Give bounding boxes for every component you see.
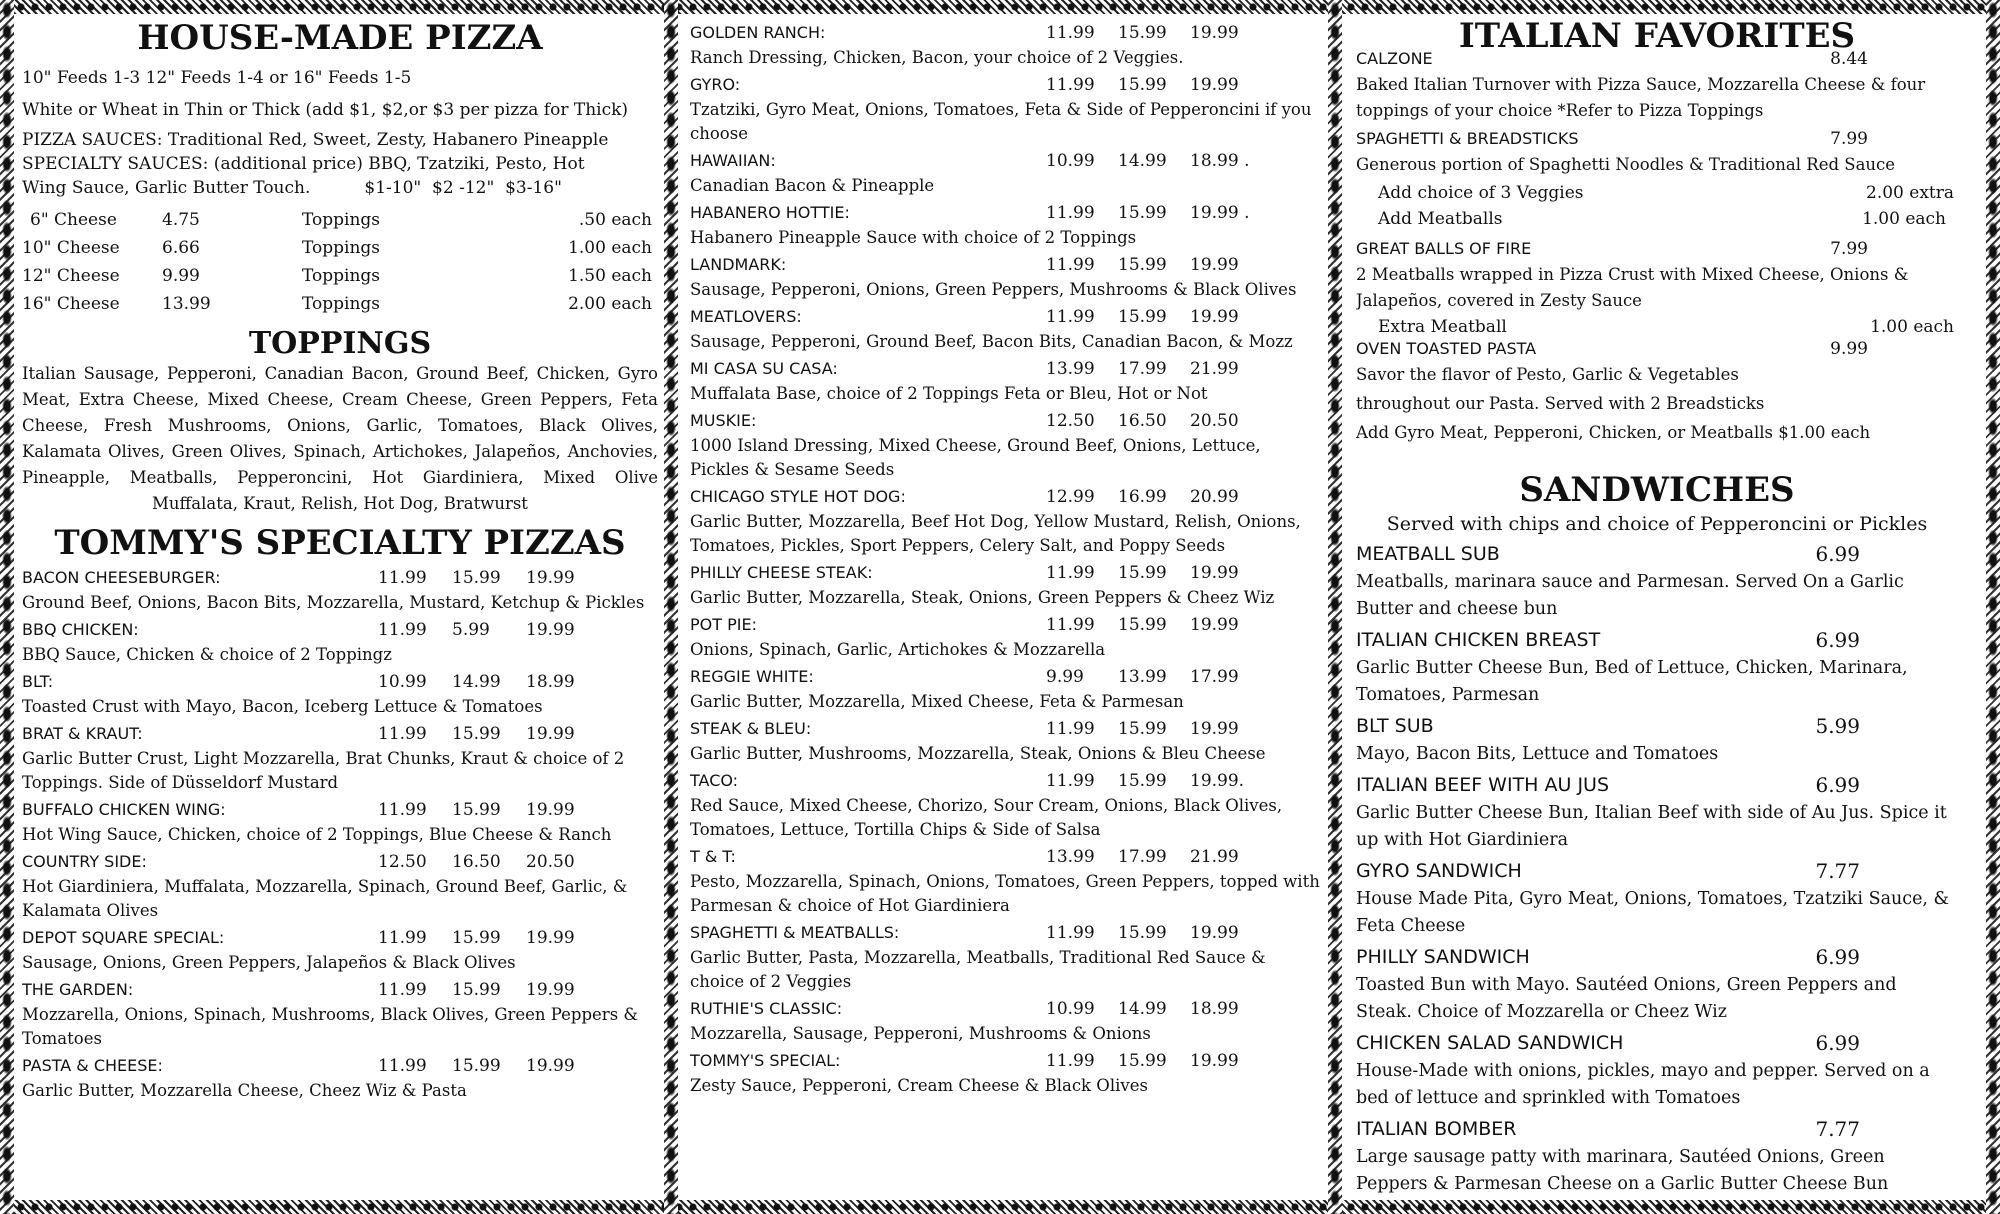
price-12-inch: 15.99	[1118, 23, 1167, 43]
item-name: CALZONE	[1356, 49, 1433, 68]
specialty-pizza-item	[690, 560, 1324, 610]
sandwich-price: 5.99	[1815, 714, 1860, 738]
item-description: throughout our Pasta. Served with 2 Breadsticks	[1356, 394, 1765, 413]
pizza-description: Garlic Butter Crust, Light Mozzarella, Brat Chunks, Kraut & choice of 2 Toppings. Side of Düsseldorf Mustard	[22, 749, 625, 792]
toppings-price: 1.50 each	[568, 266, 652, 286]
sandwich-price: 6.99	[1815, 945, 1860, 969]
pizza-description: Garlic Butter, Mozzarella, Mixed Cheese, Feta & Parmesan	[690, 692, 1184, 711]
price-10-inch: 10.99	[1046, 151, 1095, 171]
pizza-name: CHICAGO STYLE HOT DOG:	[690, 487, 906, 506]
pizza-name: SPAGHETTI & MEATBALLS:	[690, 923, 900, 942]
sandwich-name: BLT SUB	[1356, 715, 1434, 737]
pizza-item-header	[690, 200, 1324, 226]
specialty-pizza-item	[690, 148, 1324, 198]
toppings-label: Toppings	[302, 210, 381, 230]
sandwich-header	[1356, 1029, 1958, 1058]
price-10-inch: 11.99	[378, 1056, 427, 1076]
price-16-inch: 19.99	[1190, 923, 1239, 943]
sandwich-description: Meatballs, marinara sauce and Parmesan. Served On a Garlic Butter and cheese bun	[1356, 572, 1904, 619]
price-10-inch: 11.99	[1046, 23, 1095, 43]
price-10-inch: 11.99	[1046, 75, 1095, 95]
price-10-inch: 11.99	[1046, 719, 1095, 739]
price-10-inch: 11.99	[1046, 563, 1095, 583]
sandwich-description: House Made Pita, Gyro Meat, Onions, Tomatoes, Tzatziki Sauce, & Feta Cheese	[1356, 889, 1950, 936]
price-12-inch: 15.99	[1118, 255, 1167, 275]
toppings-list: Italian Sausage, Pepperoni, Canadian Bacon, Ground Beef, Chicken, Gyro Meat, Extra Cheese, Mixed Cheese, Cream Cheese, Green Peppers, Feta Cheese, Fresh Mushrooms, Onions, Garlic, Tomatoes, Black Olives, Kalamata Olives, Green Olives, Spinach, Artichokes, Jalapeños, Anchovies, Pineapple, Meatballs, Pepperoncini, Hot Giardiniera, Mixed Olive Muffalata, Kraut, Relish, Hot Dog, Bratwurst	[22, 364, 658, 513]
price-10-inch: 11.99	[1046, 1051, 1095, 1071]
price-16-inch: 19.99	[1190, 563, 1239, 583]
pizza-item-header	[690, 844, 1324, 870]
price-16-inch: 17.99	[1190, 667, 1239, 687]
price-10-inch: 11.99	[378, 620, 427, 640]
size-name: 12" Cheese	[22, 266, 120, 286]
pizza-name: MUSKIE:	[690, 411, 757, 430]
add-on-row	[1356, 180, 1958, 206]
pizza-name: RUTHIE'S CLASSIC:	[690, 999, 843, 1018]
specialty-pizza-item	[690, 716, 1324, 766]
pizza-description: Canadian Bacon & Pineapple	[690, 176, 935, 195]
toppings-label: Toppings	[302, 266, 381, 286]
price-10-inch: 11.99	[1046, 615, 1095, 635]
sandwich-description: Mayo, Bacon Bits, Lettuce and Tomatoes	[1356, 744, 1719, 764]
price-12-inch: 15.99	[452, 724, 501, 744]
price-16-inch: 18.99 .	[1190, 151, 1250, 171]
price-10-inch: 11.99	[378, 928, 427, 948]
price-10-inch: 12.50	[1046, 411, 1095, 431]
price-10-inch: 11.99	[378, 724, 427, 744]
price-16-inch: 19.99	[1190, 615, 1239, 635]
specialty-pizza-item	[22, 669, 658, 719]
pizza-description: Hot Wing Sauce, Chicken, choice of 2 Toppings, Blue Cheese & Ranch	[22, 825, 612, 844]
price-12-inch: 15.99	[1118, 771, 1167, 791]
pizza-name: GOLDEN RANCH:	[690, 23, 826, 42]
pizza-description: Tzatziki, Gyro Meat, Onions, Tomatoes, Feta & Side of Pepperoncini if you choose	[690, 100, 1312, 143]
size-price: 9.99	[162, 266, 200, 286]
sandwich-name: PHILLY SANDWICH	[1356, 946, 1530, 968]
cheese-pizza-price-table	[22, 206, 658, 318]
price-12-inch: 15.99	[1118, 563, 1167, 583]
sandwich-header	[1356, 1115, 1958, 1144]
pizza-item-header	[22, 1053, 658, 1079]
pizza-item-header	[690, 304, 1324, 330]
specialty-pizza-item	[690, 20, 1324, 70]
sandwich-item	[1356, 857, 1958, 940]
price-10-inch: 11.99	[1046, 771, 1095, 791]
sandwich-description: Garlic Butter Cheese Bun, Italian Beef with side of Au Jus. Spice it up with Hot Giardiniera	[1356, 803, 1947, 850]
price-12-inch: 15.99	[452, 800, 501, 820]
pizza-name: THE GARDEN:	[22, 980, 134, 999]
item-name: GREAT BALLS OF FIRE	[1356, 239, 1532, 258]
column-divider	[664, 0, 678, 1214]
price-12-inch: 13.99	[1118, 667, 1167, 687]
price-16-inch: 19.99	[526, 724, 575, 744]
pizza-item-header	[690, 1048, 1324, 1074]
price-10-inch: 11.99	[1046, 255, 1095, 275]
pizza-name: HABANERO HOTTIE:	[690, 203, 850, 222]
menu-column-left	[22, 14, 658, 1200]
price-16-inch: 21.99	[1190, 359, 1239, 379]
sandwich-list	[1356, 540, 1958, 1198]
price-16-inch: 19.99.	[1190, 771, 1245, 791]
specialty-pizza-item	[690, 612, 1324, 662]
specialty-pizza-item	[690, 996, 1324, 1046]
sandwich-price: 6.99	[1815, 773, 1860, 797]
decorative-border-right	[1986, 0, 2000, 1214]
pizza-description: Mozzarella, Onions, Spinach, Mushrooms, Black Olives, Green Peppers & Tomatoes	[22, 1005, 639, 1048]
specialty-pizza-item	[22, 1053, 658, 1103]
pizza-name: BUFFALO CHICKEN WING:	[22, 800, 226, 819]
add-on-name: Add choice of 3 Veggies	[1378, 183, 1584, 203]
pizza-description: BBQ Sauce, Chicken & choice of 2 Toppingz	[22, 645, 392, 664]
price-16-inch: 21.99	[1190, 847, 1239, 867]
price-10-inch: 11.99	[378, 568, 427, 588]
price-16-inch: 19.99	[1190, 307, 1239, 327]
specialty-pizza-item	[22, 925, 658, 975]
pizza-item-header	[690, 252, 1324, 278]
pizza-name: PHILLY CHEESE STEAK:	[690, 563, 873, 582]
price-16-inch: 19.99	[1190, 255, 1239, 275]
sandwich-price: 7.77	[1815, 859, 1860, 883]
price-16-inch: 19.99	[526, 800, 575, 820]
item-price: 8.44	[1830, 49, 1868, 69]
toppings-heading: TOPPINGS	[248, 326, 432, 361]
pizza-name: DEPOT SQUARE SPECIAL:	[22, 928, 225, 947]
specialty-pizza-item	[690, 1048, 1324, 1098]
pizza-name: TOMMY'S SPECIAL:	[690, 1051, 841, 1070]
item-description: Generous portion of Spaghetti Noodles & Traditional Red Sauce	[1356, 155, 1896, 174]
pizza-info-line: PIZZA SAUCES: Traditional Red, Sweet, Zesty, Habanero Pineapple	[22, 130, 609, 150]
pizza-description: Garlic Butter, Mozzarella Cheese, Cheez Wiz & Pasta	[22, 1081, 467, 1100]
price-16-inch: 19.99	[526, 568, 575, 588]
pizza-info-line: White or Wheat in Thin or Thick (add $1, $2,or $3 per pizza for Thick)	[22, 100, 629, 120]
size-price: 6.66	[162, 238, 200, 258]
pizza-item-header	[22, 669, 658, 695]
decorative-border-top	[0, 0, 2000, 14]
pizza-description: Red Sauce, Mixed Cheese, Chorizo, Sour Cream, Onions, Black Olives, Tomatoes, Lettuce, Tortilla Chips & Side of Salsa	[690, 796, 1283, 839]
sandwich-header	[1356, 771, 1958, 800]
pizza-description: Muffalata Base, choice of 2 Toppings Feta or Bleu, Hot or Not	[690, 384, 1208, 403]
price-12-inch: 16.50	[1118, 411, 1167, 431]
decorative-border-left	[0, 0, 14, 1214]
pizza-item-header	[690, 612, 1324, 638]
pizza-item-header	[22, 977, 658, 1003]
price-12-inch: 15.99	[452, 928, 501, 948]
price-16-inch: 19.99	[526, 620, 575, 640]
pizza-name: MEATLOVERS:	[690, 307, 802, 326]
price-16-inch: 19.99	[526, 928, 575, 948]
item-price: 9.99	[1830, 339, 1868, 359]
specialty-pizza-item	[22, 977, 658, 1051]
size-name: 10" Cheese	[22, 238, 120, 258]
pizza-name: TACO:	[690, 771, 739, 790]
sandwich-description: House-Made with onions, pickles, mayo and pepper. Served on a bed of lettuce and sprinkled with Tomatoes	[1356, 1061, 1930, 1108]
pizza-info-line: SPECIALTY SAUCES: (additional price) BBQ, Tzatziki, Pesto, Hot	[22, 154, 585, 174]
pizza-name: T & T:	[690, 847, 736, 866]
toppings-price: 2.00 each	[568, 294, 652, 314]
pizza-item-header	[22, 849, 658, 875]
price-12-inch: 15.99	[452, 1056, 501, 1076]
item-price: 7.99	[1830, 239, 1868, 259]
add-on-name: Extra Meatball	[1378, 317, 1507, 337]
item-name: OVEN TOASTED PASTA	[1356, 339, 1537, 358]
sandwich-name: ITALIAN BOMBER	[1356, 1118, 1517, 1140]
sandwich-price: 6.99	[1815, 1031, 1860, 1055]
add-on-price: 1.00 each	[1870, 317, 1954, 337]
sandwich-item	[1356, 626, 1958, 709]
price-10-inch: 9.99	[1046, 667, 1084, 687]
pizza-item-header	[22, 721, 658, 747]
sandwiches-subtitle: Served with chips and choice of Pepperoncini or Pickles	[1386, 513, 1928, 535]
price-12-inch: 14.99	[1118, 151, 1167, 171]
price-12-inch: 17.99	[1118, 359, 1167, 379]
price-12-inch: 14.99	[1118, 999, 1167, 1019]
italian-favorites-heading: ITALIAN FAVORITES	[1458, 16, 1856, 56]
pizza-description: Garlic Butter, Mozzarella, Steak, Onions, Green Peppers & Cheez Wiz	[690, 588, 1275, 607]
price-16-inch: 19.99	[1190, 719, 1239, 739]
price-16-inch: 19.99	[1190, 23, 1239, 43]
decorative-border-bottom	[0, 1200, 2000, 1214]
pizza-name: GYRO:	[690, 75, 741, 94]
pizza-name: BACON CHEESEBURGER:	[22, 568, 221, 587]
pizza-name: POT PIE:	[690, 615, 757, 634]
specialty-pizza-item	[22, 617, 658, 667]
price-16-inch: 18.99	[1190, 999, 1239, 1019]
price-10-inch: 11.99	[378, 980, 427, 1000]
sandwiches-heading: SANDWICHES	[1519, 470, 1795, 510]
price-12-inch: 15.99	[1118, 75, 1167, 95]
pizza-name: MI CASA SU CASA:	[690, 359, 838, 378]
pizza-name: BLT:	[22, 672, 54, 691]
price-16-inch: 20.99	[1190, 487, 1239, 507]
price-12-inch: 15.99	[1118, 923, 1167, 943]
sandwich-item	[1356, 1029, 1958, 1112]
pizza-description: Ranch Dressing, Chicken, Bacon, your choice of 2 Veggies.	[690, 48, 1184, 67]
pizza-item-header	[690, 716, 1324, 742]
pizza-description: Garlic Butter, Mozzarella, Beef Hot Dog, Yellow Mustard, Relish, Onions, Tomatoes, Pickles, Sport Peppers, Celery Salt, and Poppy Seeds	[690, 512, 1301, 555]
sandwich-price: 7.77	[1815, 1117, 1860, 1141]
price-12-inch: 16.99	[1118, 487, 1167, 507]
price-12-inch: 16.50	[452, 852, 501, 872]
item-price: 7.99	[1830, 129, 1868, 149]
pizza-description: Mozzarella, Sausage, Pepperoni, Mushrooms & Onions	[690, 1024, 1151, 1043]
pizza-item-header	[690, 560, 1324, 586]
pizza-item-header	[690, 20, 1324, 46]
pizza-info-line: Wing Sauce, Garlic Butter Touch. $1-10" $2 -12" $3-16"	[22, 178, 562, 198]
pizza-description: Pesto, Mozzarella, Spinach, Onions, Tomatoes, Green Peppers, topped with Parmesan & choice of Hot Giardiniera	[690, 872, 1320, 915]
sandwich-price: 6.99	[1815, 542, 1860, 566]
specialty-pizza-list	[690, 14, 1324, 1098]
pizza-item-header	[690, 920, 1324, 946]
pizza-name: BRAT & KRAUT:	[22, 724, 143, 743]
specialty-pizza-item	[22, 797, 658, 847]
sandwich-description: Toasted Bun with Mayo. Sautéed Onions, Green Peppers and Steak. Choice of Mozzarella or Cheez Wiz	[1356, 975, 1897, 1022]
sandwich-description: Garlic Butter Cheese Bun, Bed of Lettuce, Chicken, Marinara, Tomatoes, Parmesan	[1356, 658, 1908, 705]
price-16-inch: 19.99	[1190, 1051, 1239, 1071]
sandwich-price: 6.99	[1815, 628, 1860, 652]
toppings-price: .50 each	[578, 210, 652, 230]
sandwich-header	[1356, 857, 1958, 886]
price-10-inch: 13.99	[1046, 847, 1095, 867]
item-description: Baked Italian Turnover with Pizza Sauce, Mozzarella Cheese & four toppings of your choice *Refer to Pizza Toppings	[1356, 75, 1926, 120]
price-10-inch: 11.99	[378, 800, 427, 820]
add-on-price: 2.00 extra	[1866, 183, 1954, 203]
pizza-item-header	[690, 148, 1324, 174]
add-on-price: 1.00 each	[1862, 209, 1946, 229]
pizza-item-header	[690, 768, 1324, 794]
price-12-inch: 15.99	[1118, 1051, 1167, 1071]
pizza-description: Hot Giardiniera, Muffalata, Mozzarella, Spinach, Ground Beef, Garlic, & Kalamata Olives	[22, 877, 628, 920]
price-10-inch: 10.99	[378, 672, 427, 692]
sandwich-header	[1356, 712, 1958, 741]
price-16-inch: 20.50	[1190, 411, 1239, 431]
specialty-pizza-item	[690, 304, 1324, 354]
specialty-pizza-item	[22, 849, 658, 923]
specialty-pizza-list	[22, 565, 658, 1103]
pizza-info-line: 10" Feeds 1-3 12" Feeds 1-4 or 16" Feeds 1-5	[22, 68, 412, 88]
size-name: 6" Cheese	[30, 210, 117, 230]
pizza-description: Sausage, Pepperoni, Ground Beef, Bacon Bits, Canadian Bacon, & Mozz	[690, 332, 1293, 351]
specialty-pizza-item	[22, 565, 658, 615]
sandwich-name: CHICKEN SALAD SANDWICH	[1356, 1032, 1624, 1054]
sandwich-item	[1356, 771, 1958, 854]
specialty-pizza-item	[690, 356, 1324, 406]
pizza-name: COUNTRY SIDE:	[22, 852, 147, 871]
sandwich-item	[1356, 540, 1958, 623]
pizza-description: Garlic Butter, Pasta, Mozzarella, Meatballs, Traditional Red Sauce & choice of 2 Veggies	[690, 948, 1266, 991]
price-12-inch: 15.99	[1118, 203, 1167, 223]
price-16-inch: 18.99	[526, 672, 575, 692]
sandwich-description: Large sausage patty with marinara, Sautéed Onions, Green Peppers & Parmesan Cheese on a Garlic Butter Cheese Bun	[1356, 1147, 1889, 1194]
add-on-name: Add Meatballs	[1378, 209, 1503, 229]
pizza-item-header	[690, 664, 1324, 690]
house-made-pizza-heading: HOUSE-MADE PIZZA	[137, 18, 543, 58]
sandwich-name: MEATBALL SUB	[1356, 543, 1500, 565]
pizza-description: Zesty Sauce, Pepperoni, Cream Cheese & Black Olives	[690, 1076, 1148, 1095]
item-description: 2 Meatballs wrapped in Pizza Crust with Mixed Cheese, Onions & Jalapeños, covered in Zesty Sauce	[1356, 265, 1909, 310]
menu-item-header	[1356, 236, 1958, 262]
price-12-inch: 15.99	[452, 568, 501, 588]
specialty-pizza-item	[690, 664, 1324, 714]
sandwich-item	[1356, 943, 1958, 1026]
pizza-description: Sausage, Onions, Green Peppers, Jalapeños & Black Olives	[22, 953, 516, 972]
price-10-inch: 11.99	[1046, 923, 1095, 943]
price-16-inch: 19.99	[526, 1056, 575, 1076]
pizza-description: Onions, Spinach, Garlic, Artichokes & Mozzarella	[690, 640, 1106, 659]
pizza-item-header	[22, 617, 658, 643]
price-12-inch: 15.99	[1118, 307, 1167, 327]
pizza-name: BBQ CHICKEN:	[22, 620, 139, 639]
price-12-inch: 17.99	[1118, 847, 1167, 867]
pizza-name: PASTA & CHEESE:	[22, 1056, 163, 1075]
pizza-name: LANDMARK:	[690, 255, 787, 274]
price-10-inch: 13.99	[1046, 359, 1095, 379]
price-10-inch: 12.99	[1046, 487, 1095, 507]
sandwich-header	[1356, 540, 1958, 569]
sandwich-item	[1356, 712, 1958, 768]
sandwich-name: GYRO SANDWICH	[1356, 860, 1522, 882]
size-price: 13.99	[162, 294, 211, 314]
pizza-item-header	[690, 356, 1324, 382]
pizza-item-header	[22, 797, 658, 823]
pizza-item-header	[690, 72, 1324, 98]
price-16-inch: 19.99 .	[1190, 203, 1250, 223]
add-on-row	[1356, 206, 1958, 232]
pizza-item-header	[690, 484, 1324, 510]
price-12-inch: 5.99	[452, 620, 490, 640]
price-16-inch: 19.99	[526, 980, 575, 1000]
toppings-label: Toppings	[302, 238, 381, 258]
specialty-pizza-item	[690, 72, 1324, 146]
price-16-inch: 20.50	[526, 852, 575, 872]
menu-column-middle	[690, 14, 1324, 1200]
pizza-description: Habanero Pineapple Sauce with choice of 2 Toppings	[690, 228, 1137, 247]
price-12-inch: 15.99	[452, 980, 501, 1000]
sandwich-name: ITALIAN CHICKEN BREAST	[1356, 629, 1601, 651]
pizza-item-header	[690, 996, 1324, 1022]
specialty-pizza-item	[690, 484, 1324, 558]
price-12-inch: 15.99	[1118, 615, 1167, 635]
pizza-description: Garlic Butter, Mushrooms, Mozzarella, Steak, Onions & Bleu Cheese	[690, 744, 1266, 763]
sandwich-header	[1356, 626, 1958, 655]
size-name: 16" Cheese	[22, 294, 120, 314]
price-12-inch: 14.99	[452, 672, 501, 692]
size-price: 4.75	[162, 210, 200, 230]
pizza-name: REGGIE WHITE:	[690, 667, 814, 686]
add-on-row	[1356, 316, 1958, 338]
price-10-inch: 11.99	[1046, 203, 1095, 223]
specialty-pizza-item	[690, 844, 1324, 918]
pizza-name: HAWAIIAN:	[690, 151, 776, 170]
item-description: Savor the flavor of Pesto, Garlic & Vegetables	[1356, 365, 1739, 384]
specialty-pizza-item	[690, 408, 1324, 482]
column-divider	[1328, 0, 1342, 1214]
item-name: SPAGHETTI & BREADSTICKS	[1356, 129, 1579, 148]
price-10-inch: 11.99	[1046, 307, 1095, 327]
sandwich-item	[1356, 1115, 1958, 1198]
pizza-item-header	[22, 925, 658, 951]
sandwich-name: ITALIAN BEEF WITH AU JUS	[1356, 774, 1610, 796]
specialty-pizza-item	[690, 252, 1324, 302]
pizza-name: STEAK & BLEU:	[690, 719, 812, 738]
pizza-description: Sausage, Pepperoni, Onions, Green Peppers, Mushrooms & Black Olives	[690, 280, 1297, 299]
price-12-inch: 15.99	[1118, 719, 1167, 739]
price-10-inch: 12.50	[378, 852, 427, 872]
specialty-pizza-item	[690, 200, 1324, 250]
pizza-item-header	[690, 408, 1324, 434]
pizza-description: 1000 Island Dressing, Mixed Cheese, Ground Beef, Onions, Lettuce, Pickles & Sesame Seeds	[690, 436, 1261, 479]
price-16-inch: 19.99	[1190, 75, 1239, 95]
pizza-item-header	[22, 565, 658, 591]
price-10-inch: 10.99	[1046, 999, 1095, 1019]
specialty-pizzas-heading: TOMMY'S SPECIALTY PIZZAS	[54, 523, 626, 563]
sandwich-header	[1356, 943, 1958, 972]
toppings-price: 1.00 each	[568, 238, 652, 258]
specialty-pizza-item	[690, 768, 1324, 842]
item-description: Add Gyro Meat, Pepperoni, Chicken, or Meatballs $1.00 each	[1356, 423, 1871, 442]
toppings-label: Toppings	[302, 294, 381, 314]
specialty-pizza-item	[690, 920, 1324, 994]
menu-item-header	[1356, 338, 1958, 360]
menu-item-header	[1356, 126, 1958, 152]
pizza-description: Toasted Crust with Mayo, Bacon, Iceberg Lettuce & Tomatoes	[22, 697, 543, 716]
pizza-description: Ground Beef, Onions, Bacon Bits, Mozzarella, Mustard, Ketchup & Pickles	[22, 593, 645, 612]
specialty-pizza-item	[22, 721, 658, 795]
menu-column-right	[1356, 14, 1958, 1200]
